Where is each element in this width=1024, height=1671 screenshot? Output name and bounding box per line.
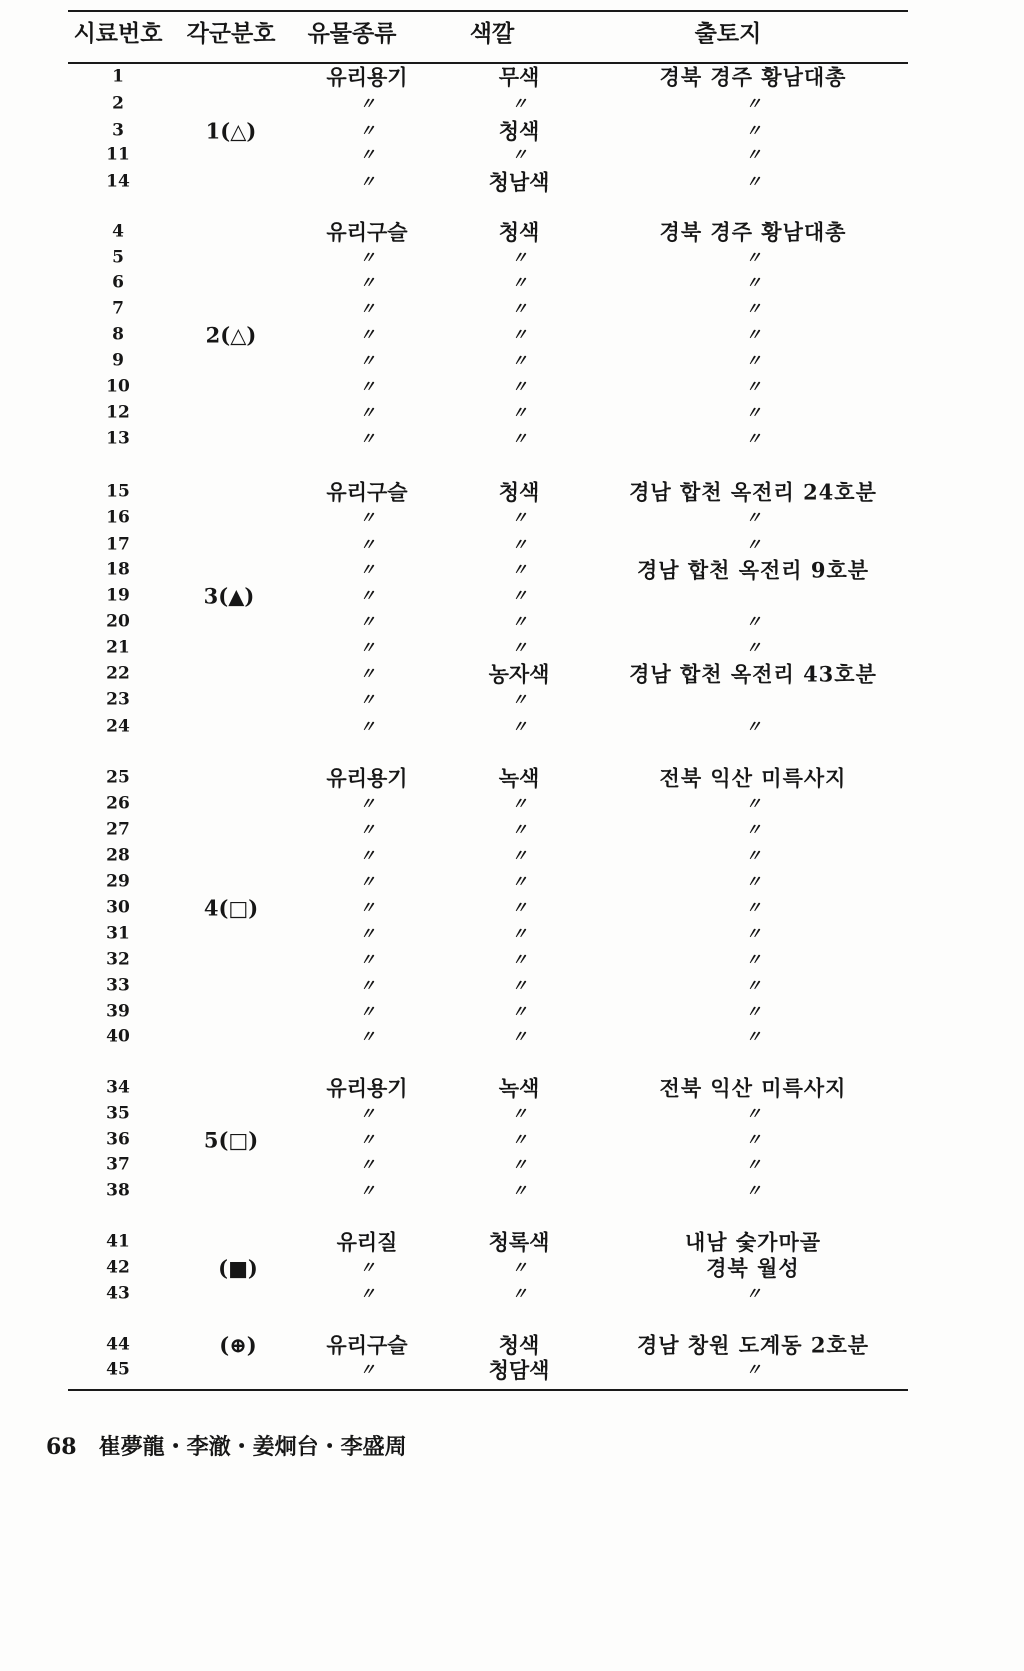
artifact-type: 〃 bbox=[359, 299, 375, 318]
artifact-type: 유리구슬 bbox=[326, 479, 408, 505]
sample-number: 36 bbox=[106, 1129, 130, 1150]
color-cell: 〃 bbox=[511, 950, 527, 969]
color-cell: 〃 bbox=[511, 403, 527, 422]
site-cell: 〃 bbox=[745, 299, 761, 318]
color-cell: 청색 bbox=[498, 1332, 540, 1358]
sample-number: 10 bbox=[106, 376, 130, 397]
site-cell: 〃 bbox=[745, 248, 761, 267]
site-cell: 전북 익산 미륵사지 bbox=[659, 1075, 847, 1101]
artifact-type: 유리용기 bbox=[326, 1075, 408, 1101]
sample-number: 15 bbox=[106, 481, 130, 502]
site-cell: 경북 경주 황남대총 bbox=[659, 219, 847, 245]
group-label: (■) bbox=[218, 1255, 258, 1281]
artifact-type: 〃 bbox=[359, 403, 375, 422]
site-cell: 〃 bbox=[745, 172, 761, 191]
site-cell: 〃 bbox=[745, 273, 761, 292]
artifact-type: 〃 bbox=[359, 1181, 375, 1200]
sample-number: 42 bbox=[106, 1257, 130, 1278]
site-cell: 경남 합천 옥전리 43호분 bbox=[629, 661, 877, 687]
sample-number: 41 bbox=[106, 1231, 130, 1252]
color-cell: 녹색 bbox=[498, 1075, 540, 1101]
sample-number: 9 bbox=[112, 350, 124, 371]
artifact-type: 〃 bbox=[359, 508, 375, 527]
color-cell: 〃 bbox=[511, 717, 527, 736]
artifact-type: 〃 bbox=[359, 325, 375, 344]
color-cell: 〃 bbox=[511, 898, 527, 917]
sample-number: 45 bbox=[106, 1359, 130, 1380]
color-cell: 청색 bbox=[498, 479, 540, 505]
sample-number: 24 bbox=[106, 716, 130, 737]
artifact-type: 〃 bbox=[359, 950, 375, 969]
site-cell: 〃 bbox=[745, 1027, 761, 1046]
artifact-type: 〃 bbox=[359, 664, 375, 683]
header-sample-no: 시료번호 bbox=[73, 20, 163, 47]
color-cell: 〃 bbox=[511, 872, 527, 891]
color-cell: 〃 bbox=[511, 690, 527, 709]
color-cell: 청남색 bbox=[488, 169, 550, 195]
bottom-rule bbox=[68, 1389, 908, 1391]
artifact-type: 〃 bbox=[359, 872, 375, 891]
color-cell: 〃 bbox=[511, 1104, 527, 1123]
site-cell: 경남 합천 옥전리 9호분 bbox=[636, 557, 870, 583]
sample-number: 20 bbox=[106, 611, 130, 632]
color-cell: 〃 bbox=[511, 429, 527, 448]
sample-number: 11 bbox=[106, 144, 130, 165]
site-cell: 〃 bbox=[745, 638, 761, 657]
sample-number: 17 bbox=[106, 534, 130, 555]
sample-number: 8 bbox=[112, 324, 124, 345]
group-label: 3(▲) bbox=[203, 583, 255, 609]
color-cell: 〃 bbox=[511, 794, 527, 813]
color-cell: 〃 bbox=[511, 273, 527, 292]
sample-number: 23 bbox=[106, 689, 130, 710]
site-cell: 〃 bbox=[745, 1002, 761, 1021]
site-cell: 〃 bbox=[745, 950, 761, 969]
artifact-type: 〃 bbox=[359, 924, 375, 943]
top-rule bbox=[68, 10, 908, 12]
sample-number: 16 bbox=[106, 507, 130, 528]
site-cell: 〃 bbox=[745, 535, 761, 554]
sample-number: 3 bbox=[112, 120, 124, 141]
site-cell: 〃 bbox=[745, 508, 761, 527]
color-cell: 〃 bbox=[511, 846, 527, 865]
color-cell: 〃 bbox=[511, 351, 527, 370]
sample-number: 1 bbox=[112, 66, 124, 87]
artifact-type: 〃 bbox=[359, 638, 375, 657]
site-cell: 경남 창원 도계동 2호분 bbox=[636, 1332, 870, 1358]
site-cell: 〃 bbox=[745, 846, 761, 865]
site-cell: 〃 bbox=[745, 351, 761, 370]
color-cell: 〃 bbox=[511, 586, 527, 605]
site-cell: 〃 bbox=[745, 325, 761, 344]
header-color: 색깔 bbox=[469, 20, 515, 47]
header-site: 출토지 bbox=[694, 20, 762, 47]
artifact-type: 〃 bbox=[359, 612, 375, 631]
color-cell: 청록색 bbox=[488, 1229, 550, 1255]
artifact-type: 〃 bbox=[359, 1027, 375, 1046]
artifact-type: 〃 bbox=[359, 690, 375, 709]
sample-number: 37 bbox=[106, 1154, 130, 1175]
sample-number: 33 bbox=[106, 975, 130, 996]
sample-number: 43 bbox=[106, 1283, 130, 1304]
site-cell: 경북 월성 bbox=[706, 1255, 800, 1281]
site-cell: 〃 bbox=[745, 976, 761, 995]
artifact-type: 〃 bbox=[359, 145, 375, 164]
site-cell: 〃 bbox=[745, 872, 761, 891]
sample-number: 40 bbox=[106, 1026, 130, 1047]
site-cell: 〃 bbox=[745, 94, 761, 113]
page-footer bbox=[46, 1430, 407, 1461]
group-label: 5(□) bbox=[203, 1127, 259, 1153]
color-cell: 〃 bbox=[511, 145, 527, 164]
page-number: 68 bbox=[46, 1434, 77, 1460]
authors: 崔夢龍・李澈・姜炯台・李盛周 bbox=[98, 1434, 407, 1460]
artifact-type: 〃 bbox=[359, 121, 375, 140]
site-cell: 〃 bbox=[745, 820, 761, 839]
sample-number: 13 bbox=[106, 428, 130, 449]
group-label: 2(△) bbox=[205, 322, 257, 348]
site-cell: 〃 bbox=[745, 1181, 761, 1200]
color-cell: 〃 bbox=[511, 638, 527, 657]
artifact-type: 〃 bbox=[359, 535, 375, 554]
artifact-type: 유리용기 bbox=[326, 64, 408, 90]
sample-number: 32 bbox=[106, 949, 130, 970]
artifact-type: 〃 bbox=[359, 820, 375, 839]
artifact-type: 〃 bbox=[359, 429, 375, 448]
color-cell: 〃 bbox=[511, 377, 527, 396]
color-cell: 〃 bbox=[511, 508, 527, 527]
site-cell: 〃 bbox=[745, 612, 761, 631]
group-label: 1(△) bbox=[205, 118, 257, 144]
color-cell: 청색 bbox=[498, 118, 540, 144]
color-cell: 〃 bbox=[511, 1258, 527, 1277]
site-cell: 〃 bbox=[745, 794, 761, 813]
sample-number: 18 bbox=[106, 559, 130, 580]
header-group-no: 각군분호 bbox=[186, 20, 276, 47]
sample-number: 14 bbox=[106, 171, 130, 192]
sample-number: 25 bbox=[106, 767, 130, 788]
site-cell: 전북 익산 미륵사지 bbox=[659, 765, 847, 791]
site-cell: 〃 bbox=[745, 924, 761, 943]
artifact-type: 〃 bbox=[359, 273, 375, 292]
artifact-type: 〃 bbox=[359, 846, 375, 865]
color-cell: 〃 bbox=[511, 535, 527, 554]
group-label: (⊕) bbox=[219, 1332, 257, 1358]
sample-number: 5 bbox=[112, 247, 124, 268]
group-label: 4(□) bbox=[203, 895, 259, 921]
sample-number: 12 bbox=[106, 402, 130, 423]
color-cell: 청색 bbox=[498, 219, 540, 245]
site-cell: 〃 bbox=[745, 429, 761, 448]
artifact-type: 〃 bbox=[359, 1104, 375, 1123]
site-cell: 〃 bbox=[745, 145, 761, 164]
site-cell: 〃 bbox=[745, 1284, 761, 1303]
artifact-type: 〃 bbox=[359, 248, 375, 267]
artifact-type: 〃 bbox=[359, 898, 375, 917]
artifact-type: 〃 bbox=[359, 1002, 375, 1021]
artifact-type: 유리구슬 bbox=[326, 219, 408, 245]
artifact-type: 〃 bbox=[359, 1258, 375, 1277]
site-cell: 〃 bbox=[745, 1104, 761, 1123]
color-cell: 〃 bbox=[511, 560, 527, 579]
sample-number: 22 bbox=[106, 663, 130, 684]
color-cell: 청담색 bbox=[488, 1357, 550, 1383]
color-cell: 〃 bbox=[511, 1027, 527, 1046]
site-cell: 경남 합천 옥전리 24호분 bbox=[629, 479, 877, 505]
color-cell: 〃 bbox=[511, 299, 527, 318]
color-cell: 〃 bbox=[511, 976, 527, 995]
color-cell: 녹색 bbox=[498, 765, 540, 791]
site-cell: 〃 bbox=[745, 121, 761, 140]
site-cell: 〃 bbox=[745, 403, 761, 422]
sample-number: 4 bbox=[112, 221, 124, 242]
artifact-type: 〃 bbox=[359, 976, 375, 995]
color-cell: 〃 bbox=[511, 1155, 527, 1174]
color-cell: 〃 bbox=[511, 94, 527, 113]
artifact-type: 〃 bbox=[359, 717, 375, 736]
sample-number: 19 bbox=[106, 585, 130, 606]
artifact-type: 유리질 bbox=[336, 1229, 398, 1255]
sample-number: 27 bbox=[106, 819, 130, 840]
artifact-type: 〃 bbox=[359, 1130, 375, 1149]
color-cell: 〃 bbox=[511, 325, 527, 344]
sample-number: 44 bbox=[106, 1334, 130, 1355]
color-cell: 〃 bbox=[511, 1002, 527, 1021]
site-cell: 내남 숯가마골 bbox=[684, 1229, 822, 1255]
sample-number: 35 bbox=[106, 1103, 130, 1124]
site-cell: 〃 bbox=[745, 1155, 761, 1174]
site-cell: 〃 bbox=[745, 377, 761, 396]
site-cell: 〃 bbox=[745, 1130, 761, 1149]
artifact-type: 유리용기 bbox=[326, 765, 408, 791]
artifact-type: 〃 bbox=[359, 94, 375, 113]
color-cell: 〃 bbox=[511, 820, 527, 839]
sample-number: 28 bbox=[106, 845, 130, 866]
color-cell: 〃 bbox=[511, 1181, 527, 1200]
sample-number: 30 bbox=[106, 897, 130, 918]
sample-number: 29 bbox=[106, 871, 130, 892]
color-cell: 〃 bbox=[511, 924, 527, 943]
color-cell: 무색 bbox=[498, 64, 540, 90]
sample-number: 34 bbox=[106, 1077, 130, 1098]
site-cell: 경북 경주 황남대총 bbox=[659, 64, 847, 90]
artifact-type: 〃 bbox=[359, 560, 375, 579]
color-cell: 〃 bbox=[511, 248, 527, 267]
sample-number: 39 bbox=[106, 1001, 130, 1022]
artifact-type: 〃 bbox=[359, 1360, 375, 1379]
color-cell: 〃 bbox=[511, 1130, 527, 1149]
sample-number: 26 bbox=[106, 793, 130, 814]
site-cell: 〃 bbox=[745, 717, 761, 736]
sample-number: 31 bbox=[106, 923, 130, 944]
artifact-type: 〃 bbox=[359, 351, 375, 370]
artifact-type: 유리구슬 bbox=[326, 1332, 408, 1358]
artifact-type: 〃 bbox=[359, 377, 375, 396]
artifact-type: 〃 bbox=[359, 1284, 375, 1303]
artifact-type: 〃 bbox=[359, 794, 375, 813]
sample-number: 7 bbox=[112, 298, 124, 319]
site-cell: 〃 bbox=[745, 1360, 761, 1379]
color-cell: 〃 bbox=[511, 612, 527, 631]
header-artifact-type: 유물종류 bbox=[307, 20, 397, 47]
artifact-type: 〃 bbox=[359, 586, 375, 605]
color-cell: 농자색 bbox=[488, 661, 550, 687]
artifact-type: 〃 bbox=[359, 172, 375, 191]
sample-number: 6 bbox=[112, 272, 124, 293]
sample-number: 38 bbox=[106, 1180, 130, 1201]
artifact-type: 〃 bbox=[359, 1155, 375, 1174]
sample-number: 21 bbox=[106, 637, 130, 658]
color-cell: 〃 bbox=[511, 1284, 527, 1303]
sample-number: 2 bbox=[112, 93, 124, 114]
site-cell: 〃 bbox=[745, 898, 761, 917]
